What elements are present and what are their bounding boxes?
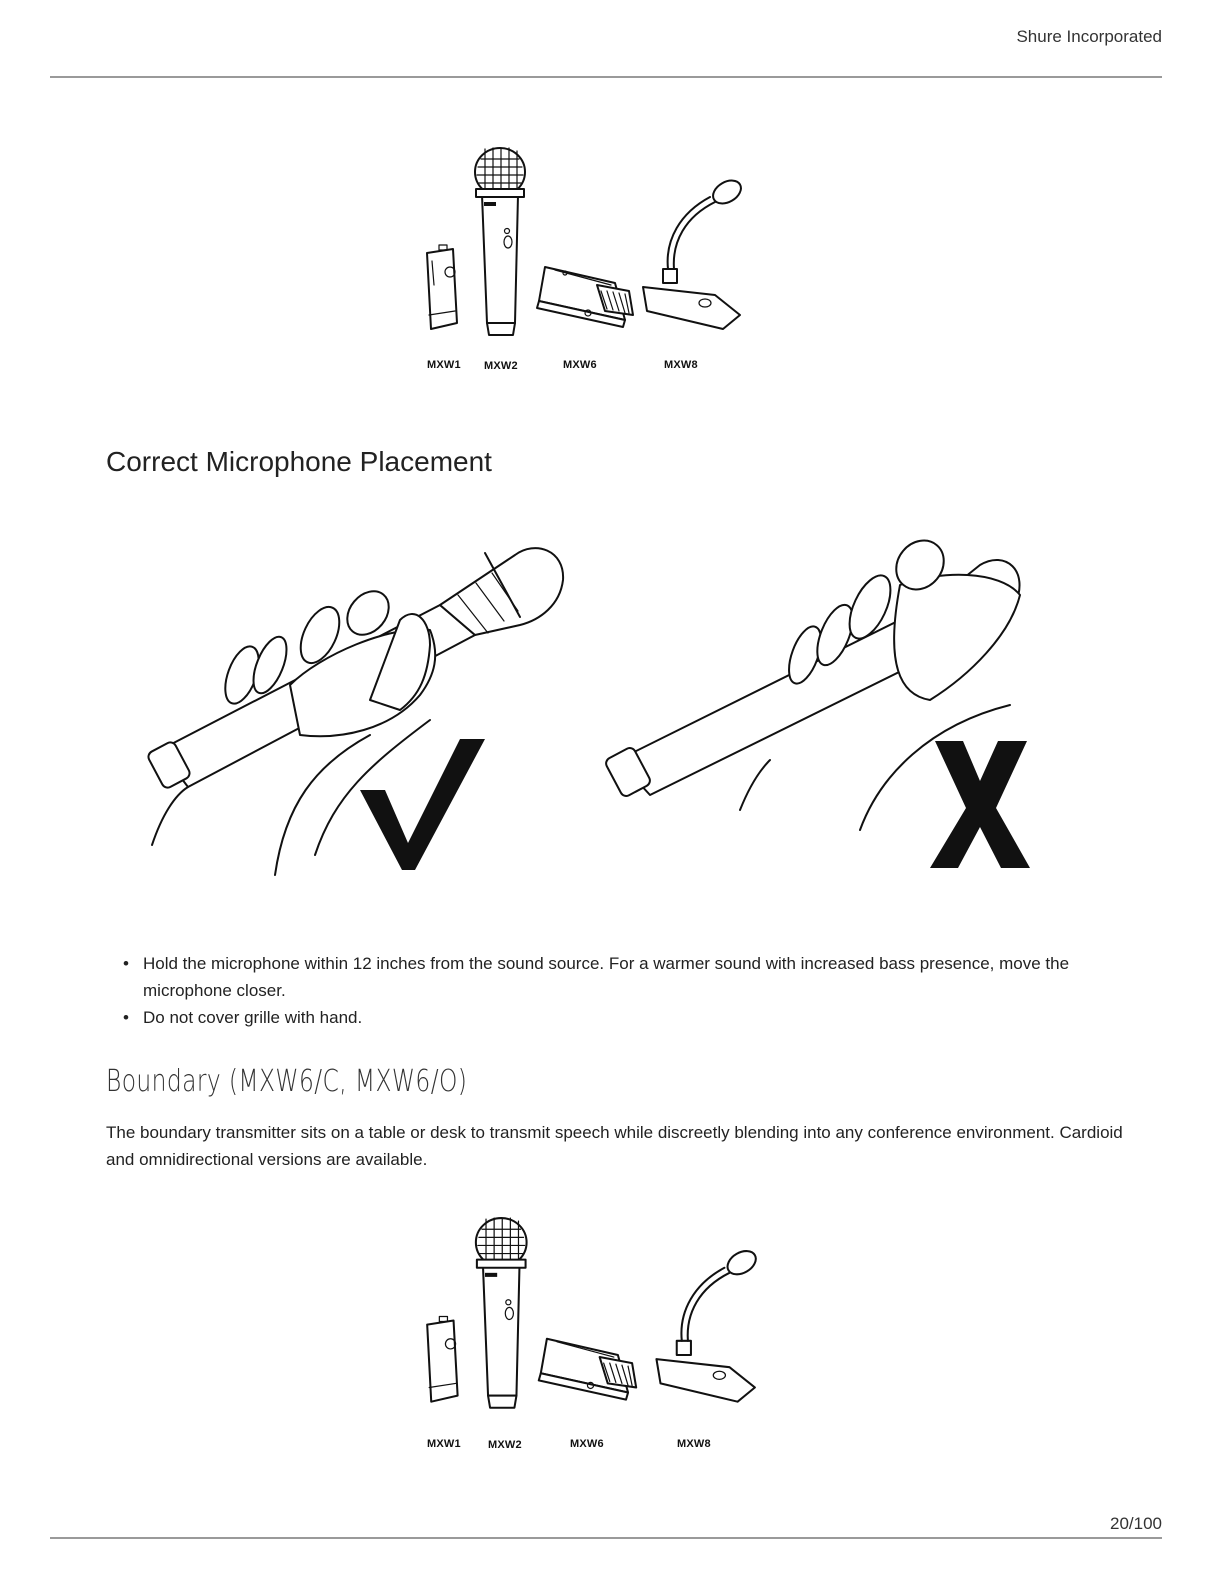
- figure-label-mxw6: MXW6: [563, 359, 597, 371]
- figure-label-mxw2: MXW2: [484, 360, 518, 372]
- figure-label-mxw2: MXW2: [488, 1439, 522, 1451]
- bodypack-transmitter-icon: [427, 245, 457, 329]
- figure-label-mxw6: MXW6: [570, 1438, 604, 1450]
- product-lineup-illustration: [415, 1215, 765, 1423]
- placement-illustration: [140, 525, 1050, 885]
- gooseneck-microphone-icon: [656, 1246, 759, 1401]
- handheld-microphone-icon: [476, 1218, 527, 1408]
- header-divider: [50, 76, 1162, 78]
- product-lineup-figure-top: [415, 145, 760, 380]
- list-item: • Hold the microphone within 12 inches from the sound source. For a warmer sound with increased bass presence, move the microphone closer.: [106, 950, 1106, 1004]
- boundary-description: The boundary transmitter sits on a table or desk to transmit speech while discreetly blending into any conference environment. Cardioid and omnidirectional versions are available.: [106, 1123, 1123, 1169]
- correct-grip-icon: [146, 548, 563, 875]
- boundary-transmitter-icon: [537, 267, 633, 327]
- section-title-placement: Correct Microphone Placement: [106, 446, 492, 477]
- boundary-transmitter-icon: [539, 1339, 636, 1400]
- bodypack-transmitter-icon: [427, 1316, 457, 1401]
- product-lineup-illustration: [415, 145, 760, 350]
- section-title-boundary: Boundary (MXW6/C, MXW6/O): [106, 1064, 468, 1099]
- x-mark-icon: [930, 741, 1030, 868]
- figure-label-mxw8: MXW8: [664, 359, 698, 371]
- page-number: 20/100: [1110, 1514, 1162, 1533]
- footer-divider: [50, 1537, 1162, 1539]
- gooseneck-microphone-icon: [643, 176, 745, 329]
- list-item: • Do not cover grille with hand.: [106, 1004, 1106, 1031]
- handheld-microphone-icon: [475, 148, 525, 335]
- figure-label-mxw1: MXW1: [427, 1438, 461, 1450]
- figure-label-mxw8: MXW8: [677, 1438, 711, 1450]
- microphone-placement-figure: [140, 525, 1050, 885]
- figure-label-mxw1: MXW1: [427, 359, 461, 371]
- check-mark-icon: [360, 739, 485, 870]
- placement-tips-list: [106, 950, 1106, 1031]
- header-company-name: Shure Incorporated: [1016, 27, 1162, 46]
- product-lineup-figure-bottom: [415, 1215, 765, 1455]
